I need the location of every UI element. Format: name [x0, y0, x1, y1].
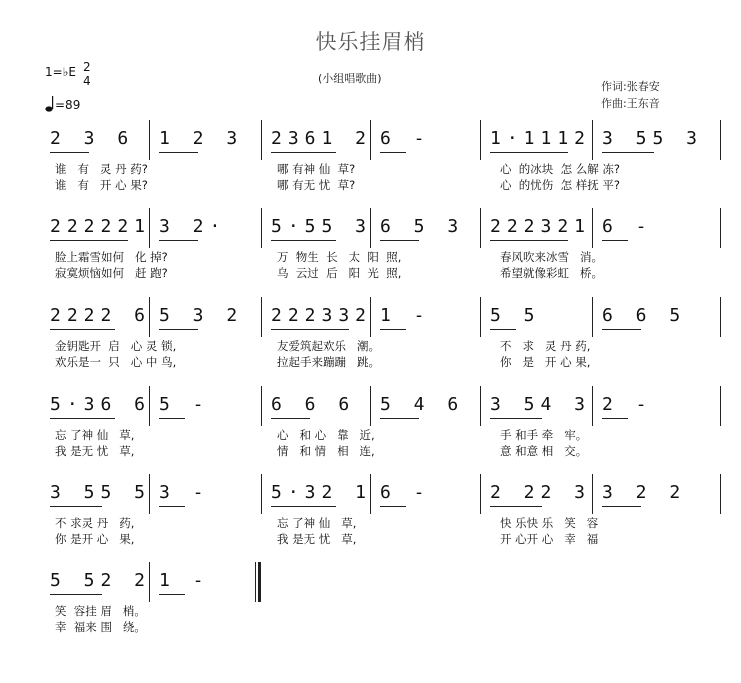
bar-line — [149, 120, 150, 160]
beam-line — [490, 506, 542, 507]
beam-line — [271, 506, 336, 507]
measure-notes: 222321 — [490, 216, 592, 237]
time-signature-bottom: 4 — [83, 74, 91, 88]
lyric-line: 心 和 心 靠 近, — [277, 428, 375, 442]
score-row — [40, 297, 720, 377]
composer-credit: 作曲:王东音 — [601, 97, 660, 110]
lyric-line: 金钥匙开 启 心 灵 锁, — [55, 339, 177, 353]
beam-line — [159, 329, 198, 330]
lyric-line: 你 是 开 心 果, — [500, 355, 591, 369]
beam-line — [50, 152, 89, 153]
bar-line — [720, 120, 721, 160]
beam-line — [271, 152, 336, 153]
bar-line — [261, 297, 262, 337]
quarter-note-icon — [45, 96, 55, 112]
beam-line — [50, 240, 128, 241]
measure-notes: 3 2 2 — [602, 482, 687, 503]
beam-line — [602, 506, 641, 507]
beam-line — [490, 152, 568, 153]
lyric-line: 快 乐快 乐 笑 容 — [500, 516, 599, 530]
measure-notes: 1 2 3 — [159, 128, 244, 149]
measure-notes: 5 4 6 — [380, 394, 465, 415]
bar-line — [592, 474, 593, 514]
measure-notes: 3 2· — [159, 216, 227, 237]
measure-notes: 5·55 3 — [271, 216, 373, 237]
final-bar-line — [258, 562, 261, 602]
measure-notes: 2 22 3 — [490, 482, 592, 503]
lyric-line: 谁 有 开 心 果? — [55, 178, 148, 192]
measure-notes: 5·36 6 — [50, 394, 152, 415]
beam-line — [159, 594, 185, 595]
lyric-line: 意 和意 相 交。 — [500, 444, 588, 458]
lyric-line: 万 物生 长 太 阳 照, — [277, 250, 402, 264]
lyric-line: 你 是开 心 果, — [55, 532, 135, 546]
lyric-line: 我 是无 忧 草, — [55, 444, 135, 458]
lyric-line: 希望就像彩虹 桥。 — [500, 266, 603, 280]
measure-notes: 5 52 2 — [50, 570, 152, 591]
lyric-line: 情 和 情 相 连, — [277, 444, 375, 458]
bar-line — [261, 474, 262, 514]
lyric-line: 笑 容挂 眉 梢。 — [55, 604, 146, 618]
beam-line — [490, 329, 516, 330]
beam-line — [159, 506, 185, 507]
bar-line — [480, 386, 481, 426]
beam-line — [159, 152, 198, 153]
bar-line — [480, 208, 481, 248]
lyric-line: 不 求灵 丹 药, — [55, 516, 135, 530]
lyric-line: 忘 了神 仙 草, — [277, 516, 357, 530]
score-row — [40, 208, 720, 288]
measure-notes: 6 6 5 — [602, 305, 687, 326]
bar-line — [370, 386, 371, 426]
beam-line — [602, 418, 628, 419]
lyricist-credit: 作词:张春安 — [601, 80, 660, 93]
song-subtitle: (小组唱歌曲) — [318, 72, 382, 85]
measure-notes: 5·32 1 — [271, 482, 373, 503]
bar-line — [720, 297, 721, 337]
beam-line — [602, 240, 628, 241]
beam-line — [602, 152, 654, 153]
score-row — [40, 562, 720, 642]
lyric-line: 心 的忧伤 怎 样抚 平? — [500, 178, 621, 192]
beam-line — [159, 240, 198, 241]
lyric-line: 幸 福来 围 绕。 — [55, 620, 146, 634]
beam-line — [271, 329, 349, 330]
beam-line — [271, 240, 336, 241]
measure-notes: 3 - — [159, 482, 210, 503]
lyric-line: 春风吹来冰雪 消。 — [500, 250, 603, 264]
measure-notes: 6 - — [380, 482, 431, 503]
bar-line — [261, 208, 262, 248]
beam-line — [380, 240, 419, 241]
measure-notes: 2 - — [602, 394, 653, 415]
beam-line — [50, 506, 102, 507]
lyric-line: 心 的冰块 怎 么解 冻? — [500, 162, 621, 176]
beam-line — [380, 152, 406, 153]
bar-line — [592, 208, 593, 248]
beam-line — [50, 418, 115, 419]
bar-line — [480, 474, 481, 514]
bar-line — [480, 297, 481, 337]
lyric-line: 不 求 灵 丹 药, — [500, 339, 591, 353]
beam-line — [602, 329, 641, 330]
time-signature-top: 2 — [83, 60, 91, 74]
measure-notes: 6 6 6 — [271, 394, 356, 415]
measure-notes: 5 - — [159, 394, 210, 415]
measure-notes: 1 - — [159, 570, 210, 591]
beam-line — [490, 418, 542, 419]
lyric-line: 哪 有无 忧 草? — [277, 178, 356, 192]
song-title: 快乐挂眉梢 — [315, 30, 426, 54]
score-row — [40, 120, 720, 200]
bar-line — [592, 120, 593, 160]
measure-notes: 2222 6 — [50, 305, 152, 326]
lyric-line: 手 和手 牵 牢。 — [500, 428, 588, 442]
lyric-line: 开 心开 心 幸 福 — [500, 532, 599, 546]
measure-notes: 3 55 3 — [602, 128, 704, 149]
measure-notes: 3 55 5 — [50, 482, 152, 503]
beam-line — [380, 329, 406, 330]
beam-line — [159, 418, 185, 419]
measure-notes: 222221 — [50, 216, 152, 237]
lyric-line: 寂寞烦恼如何 赶 跑? — [55, 266, 168, 280]
lyric-line: 欢乐是一 只 心 中 鸟, — [55, 355, 177, 369]
measure-notes: 6 - — [380, 128, 431, 149]
key-label: 1=♭E — [45, 65, 76, 79]
beam-line — [271, 418, 310, 419]
beam-line — [490, 240, 568, 241]
lyric-line: 哪 有神 仙 草? — [277, 162, 356, 176]
measure-notes: 3 54 3 — [490, 394, 592, 415]
measure-notes: 5 5 — [490, 305, 541, 326]
measure-notes: 1 - — [380, 305, 431, 326]
measure-notes: 2 3 6 — [50, 128, 135, 149]
bar-line — [480, 120, 481, 160]
bar-line — [261, 386, 262, 426]
beam-line — [50, 329, 115, 330]
beam-line — [380, 506, 406, 507]
bar-line — [720, 474, 721, 514]
measure-notes: 6 - — [602, 216, 653, 237]
lyric-line: 忘 了神 仙 草, — [55, 428, 135, 442]
measure-notes: 222332 — [271, 305, 373, 326]
beam-line — [50, 594, 102, 595]
lyric-line: 谁 有 灵 丹 药? — [55, 162, 148, 176]
lyric-line: 我 是无 忧 草, — [277, 532, 357, 546]
tempo-mark — [45, 96, 80, 112]
bar-line — [720, 386, 721, 426]
bar-line — [592, 297, 593, 337]
lyric-line: 友爱筑起欢乐 潮。 — [277, 339, 380, 353]
measure-notes: 6 5 3 — [380, 216, 465, 237]
lyric-line: 乌 云过 后 阳 光 照, — [277, 266, 402, 280]
tempo-value: =89 — [55, 98, 81, 112]
bar-line — [255, 562, 256, 602]
score-row — [40, 386, 720, 466]
bar-line — [720, 208, 721, 248]
lyric-line: 脸上霜雪如何 化 掉? — [55, 250, 168, 264]
measure-notes: 2361 2 — [271, 128, 373, 149]
measure-notes: 5 3 2 — [159, 305, 244, 326]
beam-line — [380, 418, 419, 419]
lyric-line: 拉起手来蹦蹦 跳。 — [277, 355, 380, 369]
score-row — [40, 474, 720, 554]
bar-line — [261, 120, 262, 160]
measure-notes: 1·1112 — [490, 128, 592, 149]
bar-line — [592, 386, 593, 426]
